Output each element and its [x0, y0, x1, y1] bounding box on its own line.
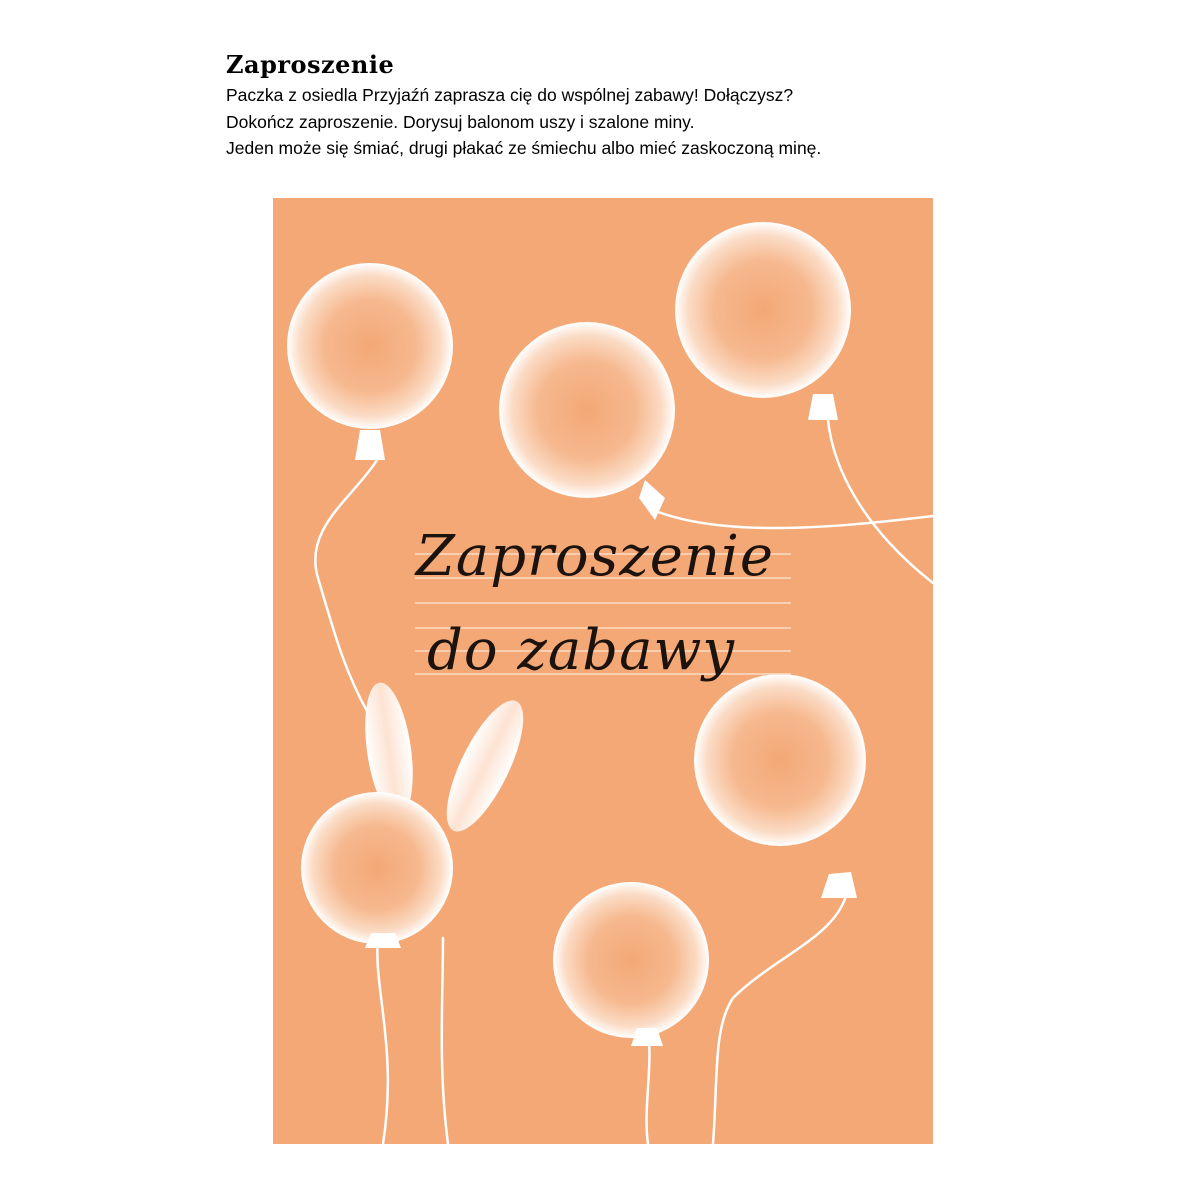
balloon-right — [694, 674, 866, 846]
balloon-knot — [355, 430, 385, 460]
balloon-bunny-head — [301, 792, 453, 944]
intro-section — [226, 50, 1126, 162]
string-bunny-1 — [377, 938, 388, 1144]
balloon-top-right — [675, 222, 851, 398]
balloon-bottom-center — [553, 882, 709, 1038]
card-heading-line-1: Zaproszenie — [415, 524, 775, 589]
invitation-card — [273, 198, 933, 1144]
intro-title: Zaproszenie — [226, 50, 395, 79]
intro-line-1: Paczka z osiedla Przyjaźń zaprasza cię do wspólnej zabawy! Dołączysz? — [226, 85, 794, 105]
string-bottom-right — [713, 896, 846, 1144]
intro-line-3: Jeden może się śmiać, drugi płakać ze śmiechu albo mieć zaskoczoną minę. — [226, 138, 822, 158]
string-bottom-center — [647, 1030, 650, 1144]
balloon-knot — [365, 933, 401, 948]
intro-line-2: Dokończ zaproszenie. Dorysuj balonom uszy i szalone miny. — [226, 111, 695, 132]
bunny-ear-right — [432, 691, 538, 841]
balloon-knot — [808, 394, 838, 420]
balloon-top-left — [287, 263, 453, 429]
balloon-center — [499, 322, 675, 498]
string-bunny-2 — [442, 938, 448, 1144]
balloon-knot — [821, 872, 857, 898]
card-heading-line-2: do zabawy — [426, 618, 736, 683]
